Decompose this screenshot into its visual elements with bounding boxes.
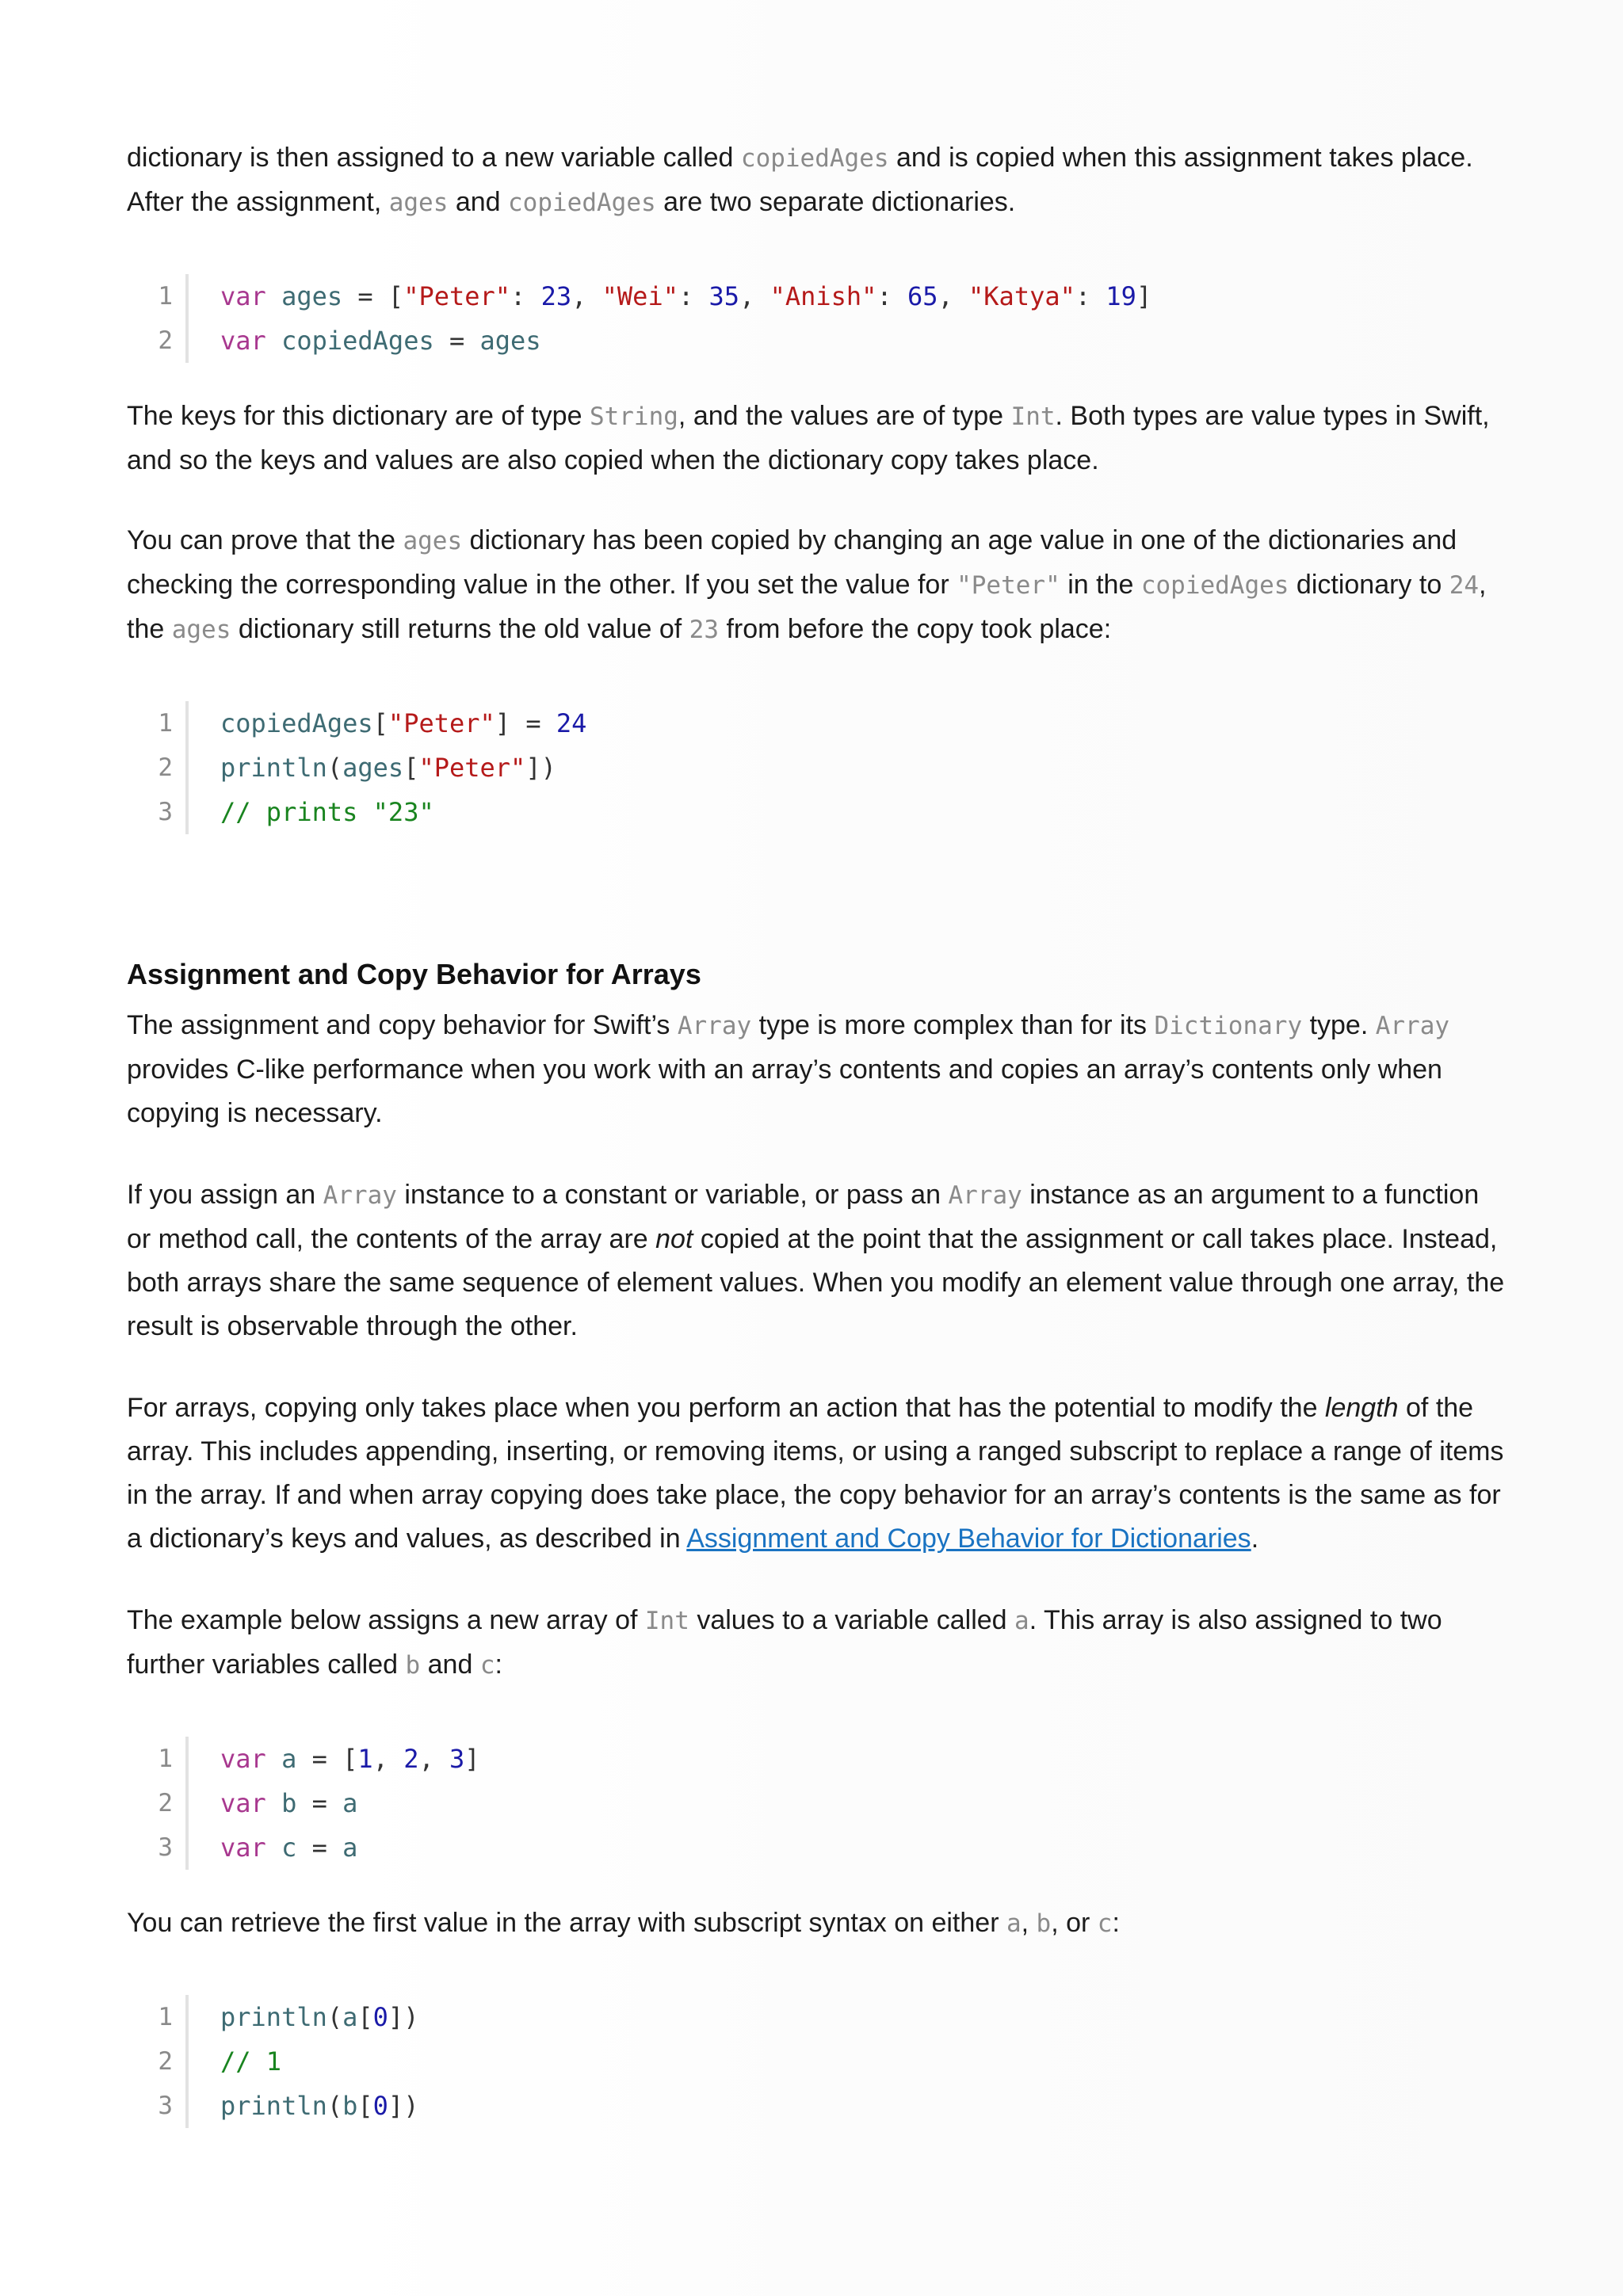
inline-code-23: 23 <box>689 616 719 644</box>
inline-code-ages: ages <box>171 616 231 644</box>
inline-code-Array: Array <box>1375 1012 1450 1040</box>
inline-code-Array: Array <box>948 1181 1022 1210</box>
code-line: 2 var b = a <box>127 1781 1506 1825</box>
line-number: 2 <box>127 1781 189 1825</box>
paragraph-example-assigns: The example below assigns a new array of Int values to a variable called a. This array is also assigned to two further variables called b and c: <box>127 1605 1442 1680</box>
link-dictionary-copy-behavior[interactable]: Assignment and Copy Behavior for Dictionaries <box>686 1524 1251 1554</box>
paragraph-array-copy-intro: The assignment and copy behavior for Swift’s Array type is more complex than for its Dictionary type. Array provides C-like performance when you work with an array’s contents and copies an array’s contents only when copying is necessary. <box>127 1010 1450 1128</box>
inline-code-Dictionary: Dictionary <box>1154 1012 1303 1040</box>
inline-code-copiedAges: copiedAges <box>740 144 889 173</box>
line-number: 1 <box>127 1995 189 2039</box>
inline-code-24: 24 <box>1449 571 1480 600</box>
inline-code-ages: ages <box>403 527 463 555</box>
line-number: 3 <box>127 790 189 834</box>
document-page <box>127 136 1506 2128</box>
code-line: 1 println(a[0]) <box>127 1995 1506 2039</box>
code-line: 1 var ages = ["Peter": 23, "Wei": 35, "Anish": 65, "Katya": 19] <box>127 274 1506 318</box>
line-number: 3 <box>127 2084 189 2128</box>
inline-code-Array: Array <box>323 1181 397 1210</box>
code-line: 1 var a = [1, 2, 3] <box>127 1737 1506 1781</box>
line-number: 2 <box>127 2039 189 2084</box>
line-number: 3 <box>127 1825 189 1870</box>
code-block-copied-ages-change <box>127 701 1506 834</box>
section-heading: Assignment and Copy Behavior for Arrays <box>127 958 701 990</box>
code-block-array-vars <box>127 1737 1506 1870</box>
inline-code-b: b <box>1036 1909 1052 1938</box>
code-line: 1 copiedAges["Peter"] = 24 <box>127 701 1506 746</box>
inline-code-peter: "Peter" <box>957 571 1060 600</box>
line-number: 2 <box>127 746 189 790</box>
line-number: 2 <box>127 318 189 363</box>
inline-code-b: b <box>405 1651 421 1680</box>
inline-code-a: a <box>1006 1909 1022 1938</box>
inline-code-Array: Array <box>677 1012 752 1040</box>
paragraph-copied-ages-intro: dictionary is then assigned to a new variable called copiedAges and is copied when this assignment takes place. After the assignment, ages and copiedAges are two separate dictionaries. <box>127 143 1473 217</box>
paragraph-array-length: For arrays, copying only takes place when you perform an action that has the potential to modify the length of the array. This includes appending, inserting, or removing items, or using a ranged subscript to replace a range of items in the array. If and when array copying does take place, the copy behavior for an array’s contents is the same as for a dictionary’s keys and values, as described in Assignment and Copy Behavior for Dictionaries. <box>127 1393 1504 1554</box>
code-block-println-subscript <box>127 1995 1506 2128</box>
paragraph-key-value-types: The keys for this dictionary are of type String, and the values are of type Int. Both types are value types in Swift, and so the keys and values are also copied when the dictionary copy takes place. <box>127 401 1490 475</box>
inline-code-Int: Int <box>644 1607 689 1635</box>
inline-code-c: c <box>479 1651 495 1680</box>
inline-code-copiedAges: copiedAges <box>508 189 656 217</box>
code-block-dictionary-assign <box>127 274 1506 363</box>
code-line: 3 println(b[0]) <box>127 2084 1506 2128</box>
code-line: 2 var copiedAges = ages <box>127 318 1506 363</box>
line-number: 1 <box>127 701 189 746</box>
paragraph-array-assign: If you assign an Array instance to a constant or variable, or pass an Array instance as an argument to a function or method call, the contents of the array are not copied at the point that the assignment or call takes place. Instead, both arrays share the same sequence of element values. When you modify an element value through one array, the result is observable through the other. <box>127 1180 1505 1341</box>
code-line: 3 // prints "23" <box>127 790 1506 834</box>
line-number: 1 <box>127 1737 189 1781</box>
inline-code-copiedAges: copiedAges <box>1140 571 1289 600</box>
inline-code-Int: Int <box>1010 402 1056 431</box>
inline-code-ages: ages <box>388 189 449 217</box>
inline-code-c: c <box>1097 1909 1113 1938</box>
code-line: 2 // 1 <box>127 2039 1506 2084</box>
paragraph-prove-copied: You can prove that the ages dictionary has been copied by changing an age value in one of the dictionaries and checking the corresponding value in the other. If you set the value for "Peter" in the copiedAges dictionary to 24, the ages dictionary still returns the old value of 23 from before the copy took place: <box>127 525 1487 644</box>
inline-code-a: a <box>1014 1607 1029 1635</box>
paragraph-retrieve-first: You can retrieve the first value in the array with subscript syntax on either a, b, or c: <box>127 1908 1120 1938</box>
inline-code-String: String <box>589 402 678 431</box>
code-line: 2 println(ages["Peter"]) <box>127 746 1506 790</box>
line-number: 1 <box>127 274 189 318</box>
code-line: 3 var c = a <box>127 1825 1506 1870</box>
